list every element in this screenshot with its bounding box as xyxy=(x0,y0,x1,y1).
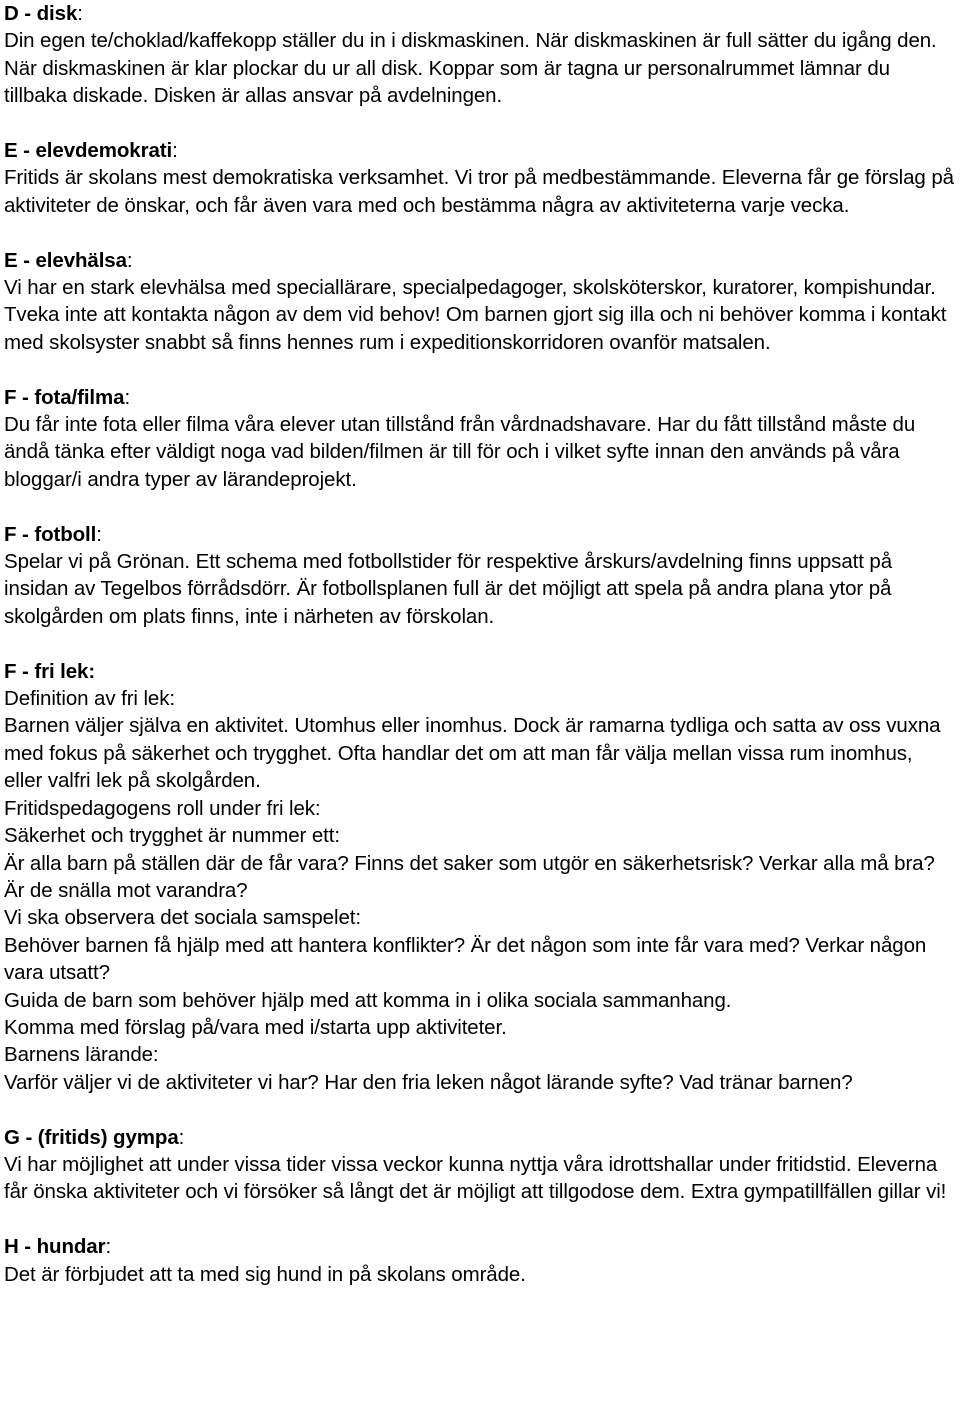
heading-text: F - fri lek: xyxy=(4,659,96,683)
section-paragraph: Barnens lärande: xyxy=(4,1043,159,1067)
heading-text: F - fotboll xyxy=(4,522,97,546)
section-gympa xyxy=(4,1124,956,1206)
section-fota-filma xyxy=(4,384,956,494)
section-heading xyxy=(4,0,956,27)
section-heading xyxy=(4,384,956,411)
heading-colon: : xyxy=(126,248,133,272)
section-paragraph: Vi ska observera det sociala samspelet: xyxy=(4,906,361,930)
section-paragraph: Varför väljer vi de aktiviteter vi har? Har den fria leken något lärande syfte? Vad tränar barnen? xyxy=(4,1070,853,1094)
section-elevdemokrati xyxy=(4,137,956,219)
heading-colon: : xyxy=(105,1235,112,1259)
section-paragraph: Det är förbjudet att ta med sig hund in på skolans område. xyxy=(4,1262,526,1286)
section-heading xyxy=(4,1124,956,1151)
heading-colon: : xyxy=(96,522,102,546)
section-hundar xyxy=(4,1233,956,1288)
section-disk xyxy=(4,0,956,110)
section-fri-lek xyxy=(4,658,956,1097)
section-paragraph: Säkerhet och trygghet är nummer ett: xyxy=(4,824,340,848)
section-heading xyxy=(4,521,956,548)
section-paragraph: Komma med förslag på/vara med i/starta upp aktiviteter. xyxy=(4,1015,507,1039)
heading-colon: : xyxy=(77,2,83,25)
section-paragraph: Din egen te/choklad/kaffekopp ställer du in i diskmaskinen. När diskmaskinen är full sätter du igång den. När diskmaskinen är klar plockar du ur all disk. Koppar som är tagna ur personalrummet lämnar du tillbaka diskade. Disken är allas ansvar på avdelningen. xyxy=(4,29,937,108)
section-paragraph: Behöver barnen få hjälp med att hantera konflikter? Är det någon som inte får vara med? Verkar någon vara utsatt? xyxy=(4,933,927,985)
heading-text: D - disk xyxy=(4,2,78,25)
section-paragraph: Vi har en stark elevhälsa med speciallärare, specialpedagoger, skolsköterskor, kuratorer, kompishundar. Tveka inte att kontakta någon av dem vid behov! Om barnen gjort sig illa och ni behöver komma i kontakt med skolsyster snabbt så finns hennes rum i expeditionskorridoren ovanför matsalen. xyxy=(4,276,947,354)
section-heading xyxy=(4,1233,956,1260)
heading-colon: : xyxy=(124,385,131,409)
section-heading xyxy=(4,247,956,274)
section-paragraph: Barnen väljer själva en aktivitet. Utomhus eller inomhus. Dock är ramarna tydliga och satta av oss vuxna med fokus på säkerhet och trygghet. Ofta handlar det om att man får välja mellan vissa rum inomhus, eller valfri lek på skolgården. xyxy=(4,714,941,793)
heading-text: E - elevdemokrati xyxy=(4,139,173,163)
heading-text: H - hundar xyxy=(4,1235,106,1259)
section-paragraph: Fritidspedagogens roll under fri lek: xyxy=(4,796,321,820)
section-paragraph: Är alla barn på ställen där de får vara? Finns det saker som utgör en säkerhetsrisk? Verkar alla må bra? Är de snälla mot varandra? xyxy=(4,851,935,902)
section-elevhalsa xyxy=(4,247,956,357)
section-paragraph: Fritids är skolans mest demokratiska verksamhet. Vi tror på medbestämmande. Eleverna får ge förslag på aktiviteter de önskar, och får även vara med och bestämma några av aktiviteterna varje vecka. xyxy=(4,166,954,217)
heading-colon: : xyxy=(172,139,178,163)
section-paragraph: Definition av fri lek: xyxy=(4,687,175,711)
section-heading xyxy=(4,137,956,164)
section-fotboll xyxy=(4,521,956,631)
heading-text: E - elevhälsa xyxy=(4,248,127,272)
section-paragraph: Vi har möjlighet att under vissa tider vissa veckor kunna nyttja våra idrottshallar under fritidstid. Eleverna får önska aktiviteter och vi försöker så långt det är möjligt att tillgodose dem. Extra gympatillfällen gillar vi! xyxy=(4,1152,947,1204)
section-paragraph: Du får inte fota eller filma våra elever utan tillstånd från vårdnadshavare. Har du fått tillstånd måste du ändå tänka efter väldigt noga vad bilden/filmen är till för och i vilket syfte innan den används på våra bloggar/i andra typer av lärandeprojekt. xyxy=(4,413,916,491)
heading-text: G - (fritids) gympa xyxy=(4,1125,179,1149)
heading-colon: : xyxy=(178,1125,185,1149)
section-heading xyxy=(4,658,956,685)
heading-text: F - fota/filma xyxy=(4,385,125,409)
section-paragraph: Spelar vi på Grönan. Ett schema med fotbollstider för respektive årskurs/avdelning finns uppsatt på insidan av Tegelbos förrådsdörr. Är fotbollsplanen full är det möjligt att spela på andra plana ytor på skolgården om plats finns, inte i närheten av förskolan. xyxy=(4,550,893,628)
section-paragraph: Guida de barn som behöver hjälp med att komma in i olika sociala sammanhang. xyxy=(4,988,732,1012)
